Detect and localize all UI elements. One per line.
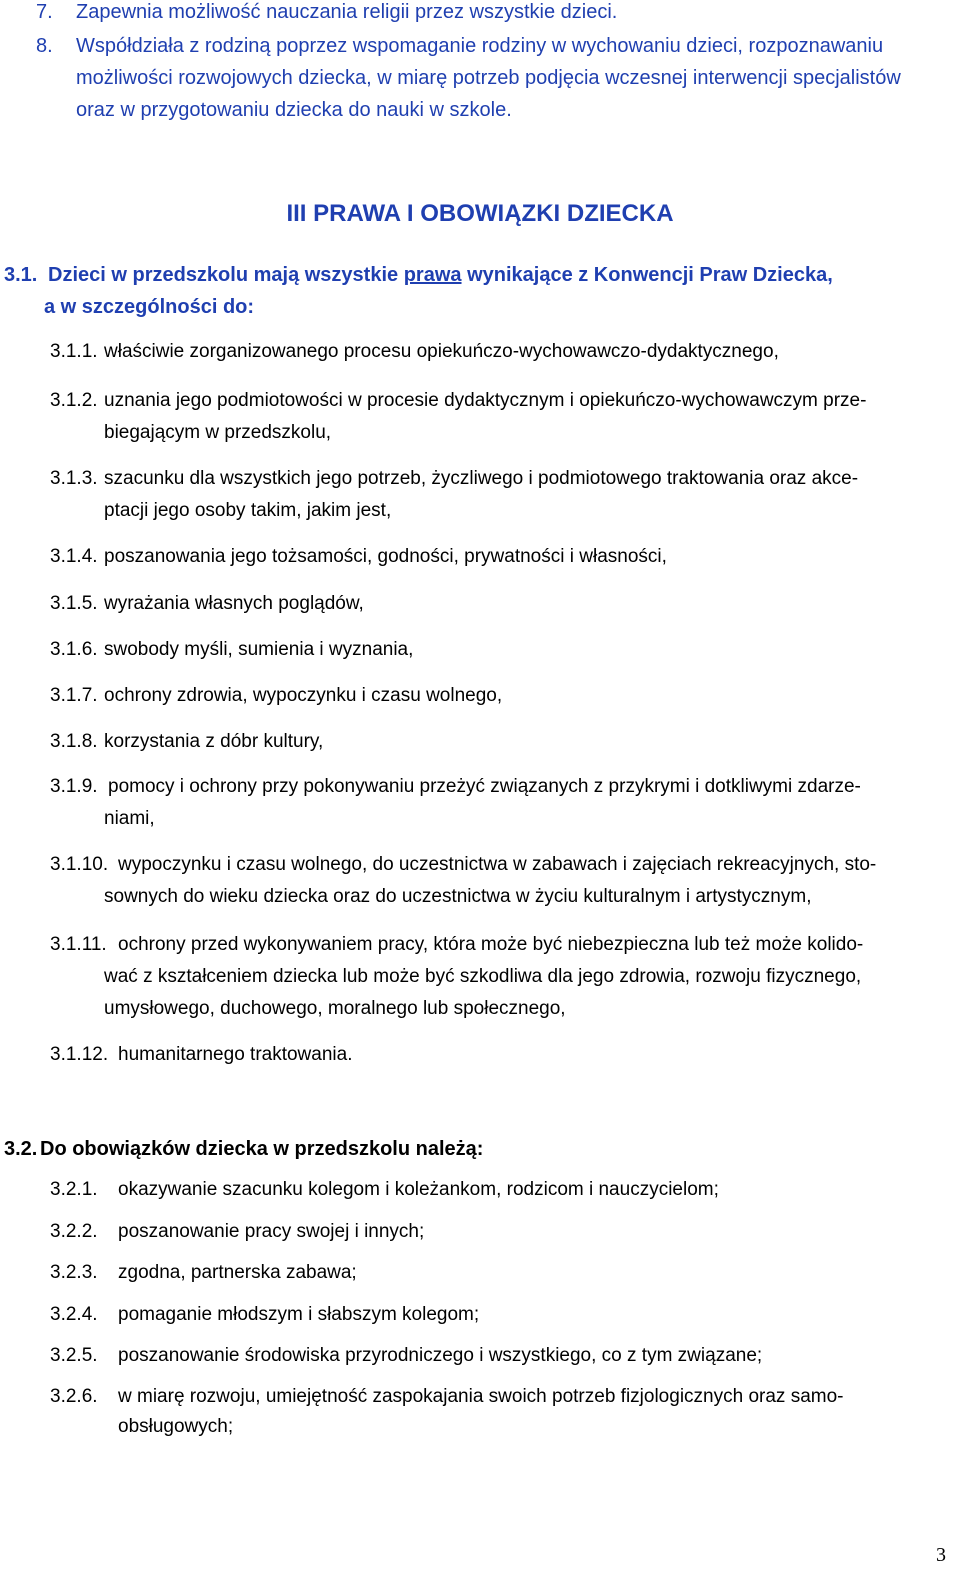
duties-text: Do obowiązków dziecka w przedszkolu należą: <box>40 1138 484 1160</box>
item-number: 3.1.4. <box>50 546 98 567</box>
rights-text-line2: a w szczególności do: <box>44 296 255 318</box>
intro-item-8 <box>36 30 936 126</box>
item-text: zgodna, partnerska zabawa; <box>118 1262 357 1283</box>
item-text: ochrony zdrowia, wypoczynku i czasu wolnego, <box>104 685 503 706</box>
item-text-line2: obsługowych; <box>118 1416 234 1437</box>
item-text: poszanowanie środowiska przyrodniczego i wszystkiego, co z tym związane; <box>118 1345 763 1366</box>
rights-number: 3.1. <box>4 264 38 286</box>
item-number: 7. <box>36 1 53 23</box>
list-item <box>50 588 950 620</box>
list-item <box>50 1299 950 1331</box>
item-text: okazywanie szacunku kolegom i koleżankom, rodzicom i nauczycielom; <box>118 1179 719 1200</box>
list-item <box>50 680 950 712</box>
list-item <box>50 463 950 527</box>
list-item <box>50 1381 950 1445</box>
duties-number: 3.2. <box>4 1138 38 1160</box>
item-number: 3.1.9. <box>50 776 98 797</box>
item-text-line2: niami, <box>104 808 155 829</box>
list-item <box>50 1174 950 1206</box>
item-text-line3: oraz w przygotowaniu dziecka do nauki w szkole. <box>76 99 512 121</box>
item-text: wyrażania własnych poglądów, <box>104 593 364 614</box>
item-text-line2: biegającym w przedszkolu, <box>104 422 332 443</box>
item-text: poszanowania jego tożsamości, godności, prywatności i własności, <box>104 546 667 567</box>
item-number: 3.1.5. <box>50 593 98 614</box>
item-text-line1: uznania jego podmiotowości w procesie dydaktycznym i opiekuńczo-wychowawczym prze- <box>104 390 867 411</box>
list-item <box>50 771 950 835</box>
item-number: 3.1.10. <box>50 854 109 875</box>
item-text: właściwie zorganizowanego procesu opiekuńczo-wychowawczo-dydaktycznego, <box>104 341 779 362</box>
item-number: 3.1.1. <box>50 341 98 362</box>
item-text: Zapewnia możliwość nauczania religii przez wszystkie dzieci. <box>76 1 618 23</box>
list-item <box>50 1257 950 1289</box>
item-text-line2: wać z kształceniem dziecka lub może być szkodliwa dla jego zdrowia, rozwoju fizycznego, <box>104 966 862 987</box>
list-item <box>50 634 950 666</box>
page-number: 3 <box>936 1544 946 1566</box>
item-number: 3.1.12. <box>50 1044 109 1065</box>
rights-text-pre: Dzieci w przedszkolu mają wszystkie <box>48 264 404 286</box>
item-number: 3.1.2. <box>50 390 98 411</box>
item-number: 3.2.5. <box>50 1345 98 1366</box>
list-item <box>50 385 950 449</box>
intro-item-7 <box>36 0 936 28</box>
item-text-line1: ochrony przed wykonywaniem pracy, która może być niebezpieczna lub też może kolido- <box>118 934 864 955</box>
list-item <box>50 726 950 758</box>
list-item <box>50 1216 950 1248</box>
list-item <box>50 541 950 573</box>
item-text: swobody myśli, sumienia i wyznania, <box>104 639 414 660</box>
item-number: 3.1.7. <box>50 685 98 706</box>
item-number: 3.2.3. <box>50 1262 98 1283</box>
item-text-line1: szacunku dla wszystkich jego potrzeb, życzliwego i podmiotowego traktowania oraz akce- <box>104 468 859 489</box>
item-number: 3.1.11. <box>50 934 107 955</box>
rights-heading <box>4 259 954 323</box>
item-text-line1: pomocy i ochrony przy pokonywaniu przeżyć związanych z przykrymi i dotkliwymi zdarze- <box>108 776 861 797</box>
item-text: pomaganie młodszym i słabszym kolegom; <box>118 1304 480 1325</box>
item-number: 3.2.1. <box>50 1179 98 1200</box>
item-number: 3.2.2. <box>50 1221 98 1242</box>
list-item <box>50 929 950 1025</box>
item-text-line1: w miarę rozwoju, umiejętność zaspokajania swoich potrzeb fizjologicznych oraz samo- <box>118 1386 844 1407</box>
list-item <box>50 336 950 368</box>
item-text-line3: umysłowego, duchowego, moralnego lub społecznego, <box>104 998 566 1019</box>
rights-text-underlined: prawa <box>403 264 462 286</box>
item-text-line1: wypoczynku i czasu wolnego, do uczestnictwa w zabawach i zajęciach rekreacyjnych, sto- <box>118 854 877 875</box>
section-title: III PRAWA I OBOWIĄZKI DZIECKA <box>286 200 674 227</box>
item-text: poszanowanie pracy swojej i innych; <box>118 1221 425 1242</box>
item-number: 3.2.4. <box>50 1304 98 1325</box>
item-number: 3.1.8. <box>50 731 98 752</box>
duties-heading <box>4 1133 954 1165</box>
item-text: korzystania z dóbr kultury, <box>104 731 324 752</box>
list-item <box>50 849 950 913</box>
item-text: humanitarnego traktowania. <box>118 1044 353 1065</box>
list-item <box>50 1340 950 1372</box>
item-text-line2: ptacji jego osoby takim, jakim jest, <box>104 500 392 521</box>
item-number: 3.1.6. <box>50 639 98 660</box>
item-number: 3.1.3. <box>50 468 98 489</box>
item-text-line2: sownych do wieku dziecka oraz do uczestnictwa w życiu kulturalnym i artystycznym, <box>104 886 812 907</box>
item-number: 3.2.6. <box>50 1386 98 1407</box>
rights-text-post: wynikające z Konwencji Praw Dziecka, <box>461 264 833 286</box>
list-item <box>50 1039 950 1071</box>
item-text-line2: możliwości rozwojowych dziecka, w miarę potrzeb podjęcia wczesnej interwencji specjalistów <box>76 67 901 89</box>
item-number: 8. <box>36 35 53 57</box>
item-text-line1: Współdziała z rodziną poprzez wspomaganie rodziny w wychowaniu dzieci, rozpoznawaniu <box>76 35 884 57</box>
